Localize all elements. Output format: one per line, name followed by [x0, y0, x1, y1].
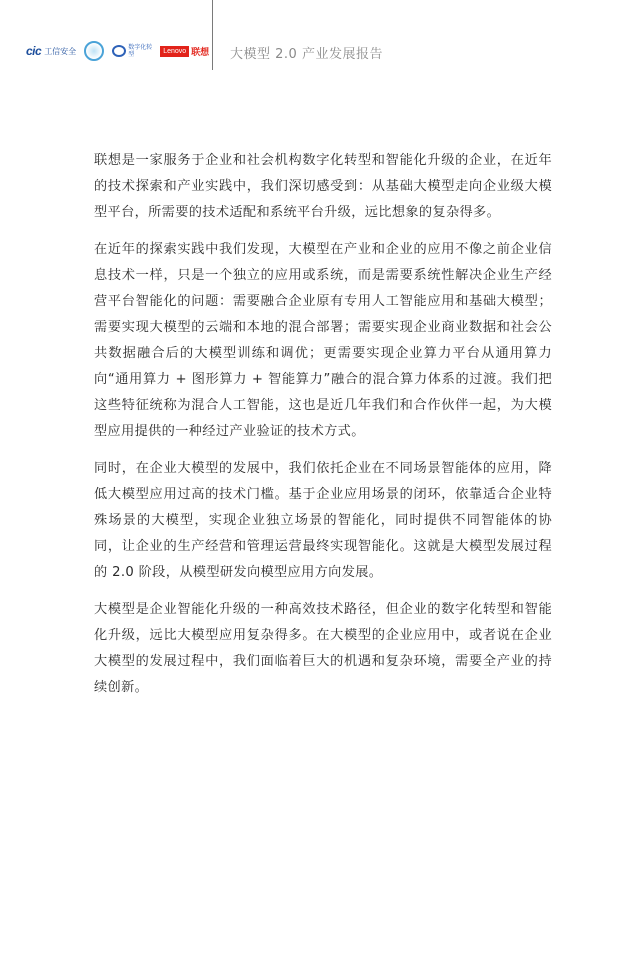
lenovo-logo	[160, 45, 209, 58]
paragraph: 大模型是企业智能化升级的一种高效技术路径，但企业的数字化转型和智能化升级，远比大模型应用复杂得多。在大模型的企业应用中，或者说在企业大模型的发展过程中，我们面临着巨大的机遇和复杂环境，需要全产业的持续创新。	[94, 602, 552, 695]
cic-text: 工信安全	[44, 46, 77, 56]
dsc-text: 数字化转型	[128, 44, 153, 58]
cic-logo	[26, 44, 76, 58]
digital-transformation-logo	[112, 44, 152, 58]
lenovo-en: Lenovo	[160, 46, 189, 57]
cic-mark: cic	[26, 44, 42, 58]
report-title: 大模型 2.0 产业发展报告	[230, 47, 383, 62]
globe-emblem-icon	[84, 41, 104, 61]
paragraph: 同时，在企业大模型的发展中，我们依托企业在不同场景智能体的应用，降低大模型应用过高的技术门槛。基于企业应用场景的闭环，依靠适合企业特殊场景的大模型，实现企业独立场景的智能化，同时提供不同智能体的协同，让企业的生产经营和管理运营最终实现智能化。这就是大模型发展过程的 2.0 阶段，从模型研发向模型应用方向发展。	[94, 461, 552, 580]
logo-strip	[26, 40, 209, 62]
page-header	[0, 0, 642, 80]
paragraph: 联想是一家服务于企业和社会机构数字化转型和智能化升级的企业，在近年的技术探索和产业实践中，我们深切感受到：从基础大模型走向企业级大模型平台，所需要的技术适配和系统平台升级，远比想象的复杂得多。	[94, 153, 552, 220]
header-divider	[212, 0, 213, 70]
lenovo-cn: 联想	[191, 47, 210, 58]
body-text	[94, 148, 552, 712]
ring-icon	[112, 45, 126, 57]
paragraph: 在近年的探索实践中我们发现，大模型在产业和企业的应用不像之前企业信息技术一样，只是一个独立的应用或系统，而是需要系统性解决企业生产经营平台智能化的问题：需要融合企业原有专用人工智能应用和基础大模型；需要实现大模型的云端和本地的混合部署；需要实现企业商业数据和社会公共数据融合后的大模型训练和调优；更需要实现企业算力平台从通用算力向“通用算力 + 图形算力 + 智能算力”融合的混合算力体系的过渡。我们把这些特征统称为混合人工智能，这也是近几年我们和合作伙伴一起，为大模型应用提供的一种经过产业验证的技术方式。	[94, 242, 552, 439]
